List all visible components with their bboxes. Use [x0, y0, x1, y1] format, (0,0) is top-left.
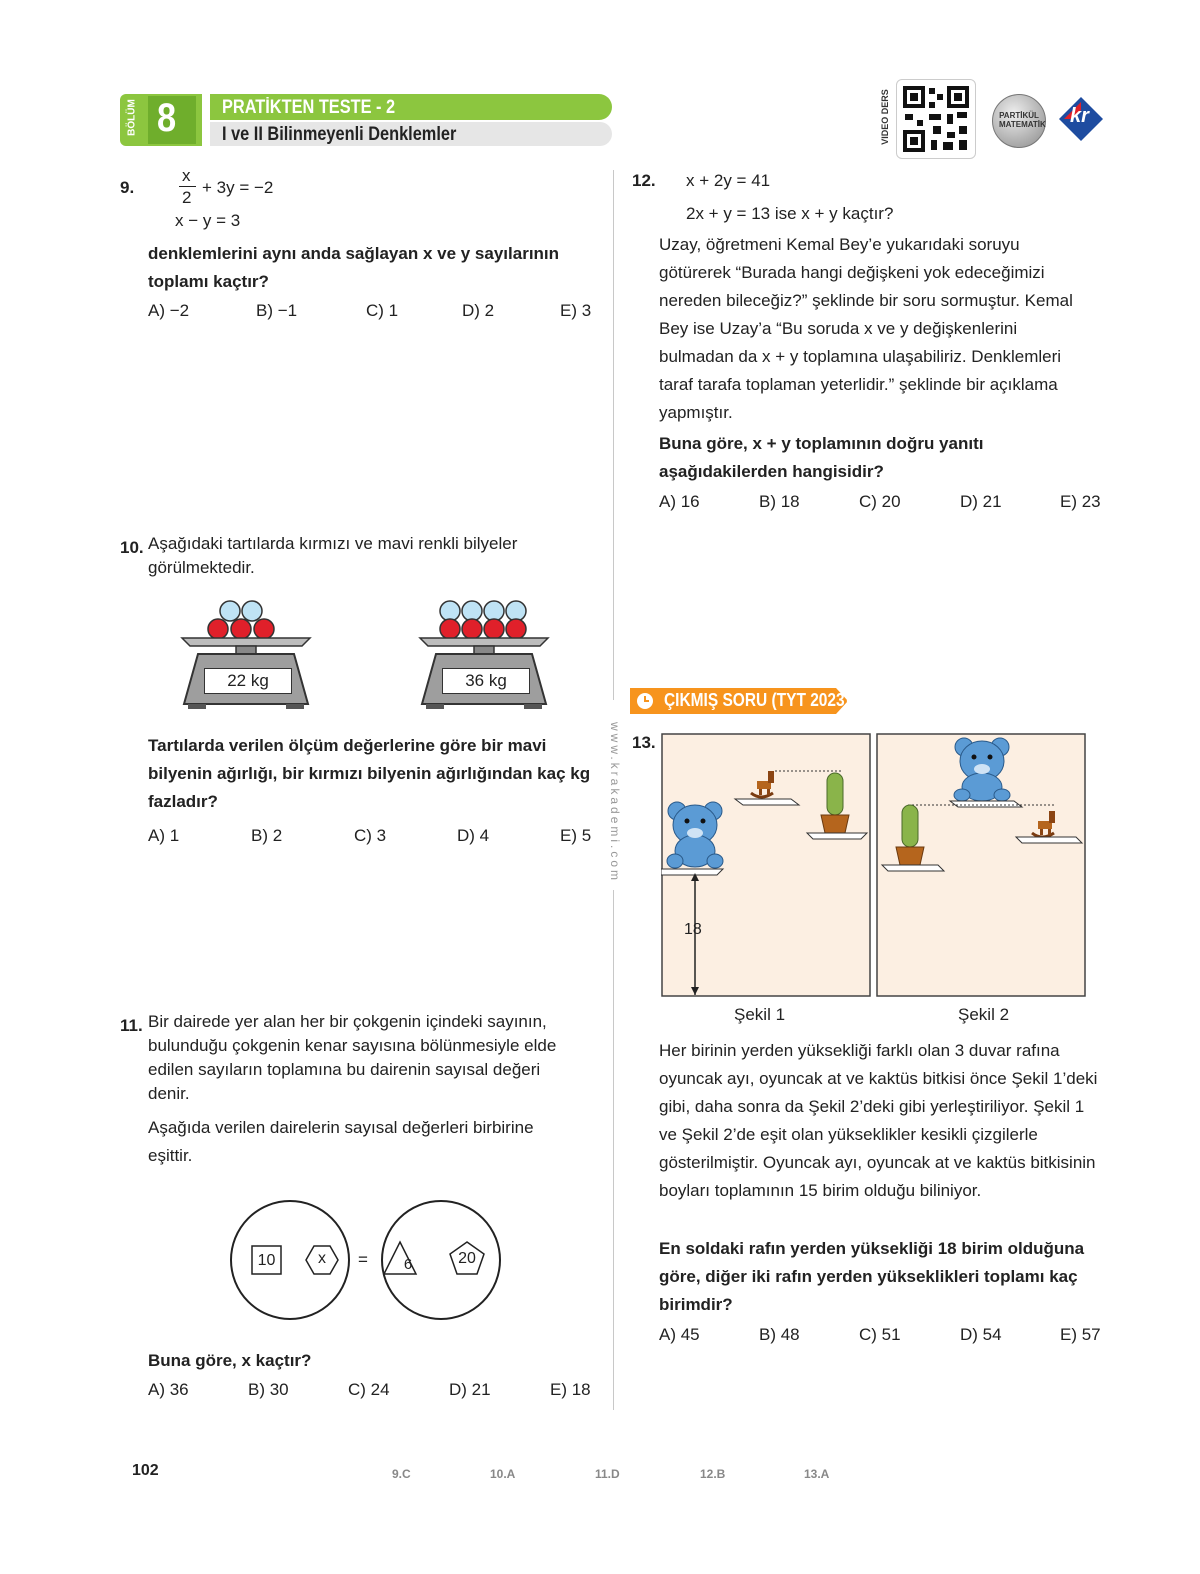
- q12-option-b[interactable]: B) 18: [759, 492, 800, 511]
- teddy-bear-icon: [954, 738, 1010, 801]
- fig2-caption: Şekil 2: [958, 1005, 1010, 1024]
- teddy-bear-icon: [667, 802, 723, 868]
- figure-2: [876, 733, 1088, 998]
- answer-key-9: 9.C: [392, 1467, 411, 1481]
- q9-fraction-bar: [179, 186, 196, 187]
- hexagon-value: x: [318, 1250, 326, 1267]
- q9-text: denklemlerini aynı anda sağlayan x ve y sayılarının toplamı kaçtır?: [148, 244, 560, 291]
- q9-option-a[interactable]: A) −2: [148, 301, 190, 320]
- answer-key-12: 12.B: [700, 1467, 726, 1481]
- kr-logo: kr: [1058, 96, 1104, 142]
- pentagon-value: 20: [458, 1250, 476, 1267]
- q11-question: Buna göre, x kaçtır?: [148, 1351, 312, 1370]
- answer-key-11: 11.D: [595, 1467, 620, 1481]
- answer-key-13: 13.A: [804, 1467, 830, 1481]
- square-value: 10: [257, 1252, 276, 1269]
- q9-option-e[interactable]: E) 3: [560, 301, 592, 320]
- scale-2: [416, 596, 552, 712]
- section-label: BÖLÜM: [126, 99, 138, 136]
- q11-option-b[interactable]: B) 30: [248, 1380, 289, 1399]
- q12-question: Buna göre, x + y toplamının doğru yanıtı aşağıdakilerden hangisidir?: [659, 434, 984, 481]
- scale-2-reading: 36 kg: [442, 668, 530, 694]
- q10-number: 10.: [120, 538, 144, 557]
- q9-eq1-denominator: 2: [182, 188, 192, 207]
- q9-option-b[interactable]: B) −1: [256, 301, 298, 320]
- q9-option-d[interactable]: D) 2: [462, 301, 495, 320]
- triangle-value: 6: [403, 1256, 413, 1273]
- q12-eq1: x + 2y = 41: [686, 171, 771, 190]
- q10-option-a[interactable]: A) 1: [148, 826, 180, 845]
- q12-option-c[interactable]: C) 20: [859, 492, 901, 511]
- q12-text: Uzay, öğretmeni Kemal Bey’e yukarıdaki soruyu götürerek “Burada hangi değişkeni yok edeceğimizi nereden bileceğiz?” şeklinde bir soru sormuştur. Kemal Bey ise Uzay’a “Bu soruda x ve y değişkenlerini bulmadan da x + y toplamına ulaşabiliriz. Denklemleri taraf tarafa toplaman yeterlidir.” şeklinde bir açıklama yapmıştır.: [659, 235, 1073, 422]
- q10-option-d[interactable]: D) 4: [457, 826, 490, 845]
- q13-option-a[interactable]: A) 45: [659, 1325, 700, 1344]
- q9-number: 9.: [120, 178, 135, 197]
- q12-eq2: 2x + y = 13 ise x + y kaçtır?: [686, 204, 894, 223]
- blue-ball: [220, 601, 240, 621]
- column-divider-lower: [613, 890, 614, 1410]
- watermark: www.krakademi.com: [608, 722, 622, 884]
- q10-intro: Aşağıdaki tartılarda kırmızı ve mavi renkli bilyeler görülmektedir.: [148, 534, 518, 577]
- q12-option-a[interactable]: A) 16: [659, 492, 700, 511]
- q13-option-e[interactable]: E) 57: [1060, 1325, 1101, 1344]
- column-divider: [613, 170, 614, 700]
- partikul-badge: PARTİKÜL MATEMATİK: [992, 94, 1046, 148]
- q13-text: Her birinin yerden yüksekliği farklı olan 3 duvar rafına oyuncak ayı, oyuncak at ve kaktüs bitkisi önce Şekil 1’deki gibi, daha sonra da Şekil 2’deki gibi yerleştiriliyor. Şekil 1 ve Şekil 2’de eşit olan yükseklikler kesikli çizgilerle gösterilmiştir. Oyuncak ayı, oyuncak at ve kaktüs bitkisinin boyları toplamının 15 birim olduğu biliniyor.: [659, 1041, 1098, 1200]
- blue-ball: [484, 601, 504, 621]
- past-exam-banner-text: ÇIKMIŞ SORU (TYT 2023): [664, 690, 850, 710]
- q13-option-c[interactable]: C) 51: [859, 1325, 901, 1344]
- blue-ball: [440, 601, 460, 621]
- red-ball: [254, 619, 274, 639]
- fig1-caption: Şekil 1: [734, 1005, 786, 1024]
- q9-eq1-numerator: x: [182, 166, 191, 185]
- q11-intro2: Aşağıda verilen dairelerin sayısal değerleri birbirine eşittir.: [148, 1118, 534, 1165]
- blue-ball: [242, 601, 262, 621]
- blue-ball: [506, 601, 526, 621]
- qr-code-icon: [897, 80, 975, 158]
- qr-code[interactable]: [896, 79, 976, 159]
- figure-1: [661, 733, 871, 998]
- video-label: VIDEO DERS: [880, 89, 890, 145]
- q9-eq1-rest: + 3y = −2: [202, 178, 274, 197]
- q11-intro: Bir dairede yer alan her bir çokgenin içindeki sayının, bulunduğu çokgenin kenar sayısına bölünmesiyle elde edilen sayıların toplamına bu dairenin sayısal değeri denir.: [148, 1012, 557, 1103]
- q10-option-e[interactable]: E) 5: [560, 826, 592, 845]
- scale-1: [178, 596, 314, 712]
- red-ball: [484, 619, 504, 639]
- test-title: PRATİKTEN TESTE - 2: [222, 97, 396, 118]
- q12-option-e[interactable]: E) 23: [1060, 492, 1101, 511]
- scale-1-reading: 22 kg: [204, 668, 292, 694]
- fig1-height-label: 18: [684, 921, 702, 938]
- red-ball: [440, 619, 460, 639]
- q11-option-e[interactable]: E) 18: [550, 1380, 591, 1399]
- red-ball: [208, 619, 228, 639]
- q11-option-a[interactable]: A) 36: [148, 1380, 189, 1399]
- subtitle: I ve II Bilinmeyenli Denklemler: [222, 124, 457, 145]
- q13-question: En soldaki rafın yerden yüksekliği 18 birim olduğuna göre, diğer iki rafın yerden yükseklikleri toplamı kaç birimdir?: [659, 1239, 1085, 1314]
- q12-option-d[interactable]: D) 21: [960, 492, 1002, 511]
- red-ball: [462, 619, 482, 639]
- blue-ball: [462, 601, 482, 621]
- q13-option-d[interactable]: D) 54: [960, 1325, 1002, 1344]
- q13-option-b[interactable]: B) 48: [759, 1325, 800, 1344]
- q10-option-c[interactable]: C) 3: [354, 826, 387, 845]
- answer-key-10: 10.A: [490, 1467, 516, 1481]
- section-number: 8: [157, 96, 177, 140]
- page-number: 102: [132, 1462, 159, 1479]
- q11-option-d[interactable]: D) 21: [449, 1380, 491, 1399]
- q10-option-b[interactable]: B) 2: [251, 826, 283, 845]
- q13-number: 13.: [632, 733, 656, 752]
- red-ball: [506, 619, 526, 639]
- q11-option-c[interactable]: C) 24: [348, 1380, 390, 1399]
- q11-number: 11.: [120, 1016, 143, 1035]
- q9-option-c[interactable]: C) 1: [366, 301, 399, 320]
- q12-number: 12.: [632, 171, 656, 190]
- q9-eq2: x − y = 3: [175, 211, 241, 230]
- red-ball: [231, 619, 251, 639]
- equals-sign: =: [358, 1250, 368, 1269]
- q10-question: Tartılarda verilen ölçüm değerlerine göre bir mavi bilyenin ağırlığı, bir kırmızı bilyenin ağırlığından kaç kg fazladır?: [148, 736, 591, 811]
